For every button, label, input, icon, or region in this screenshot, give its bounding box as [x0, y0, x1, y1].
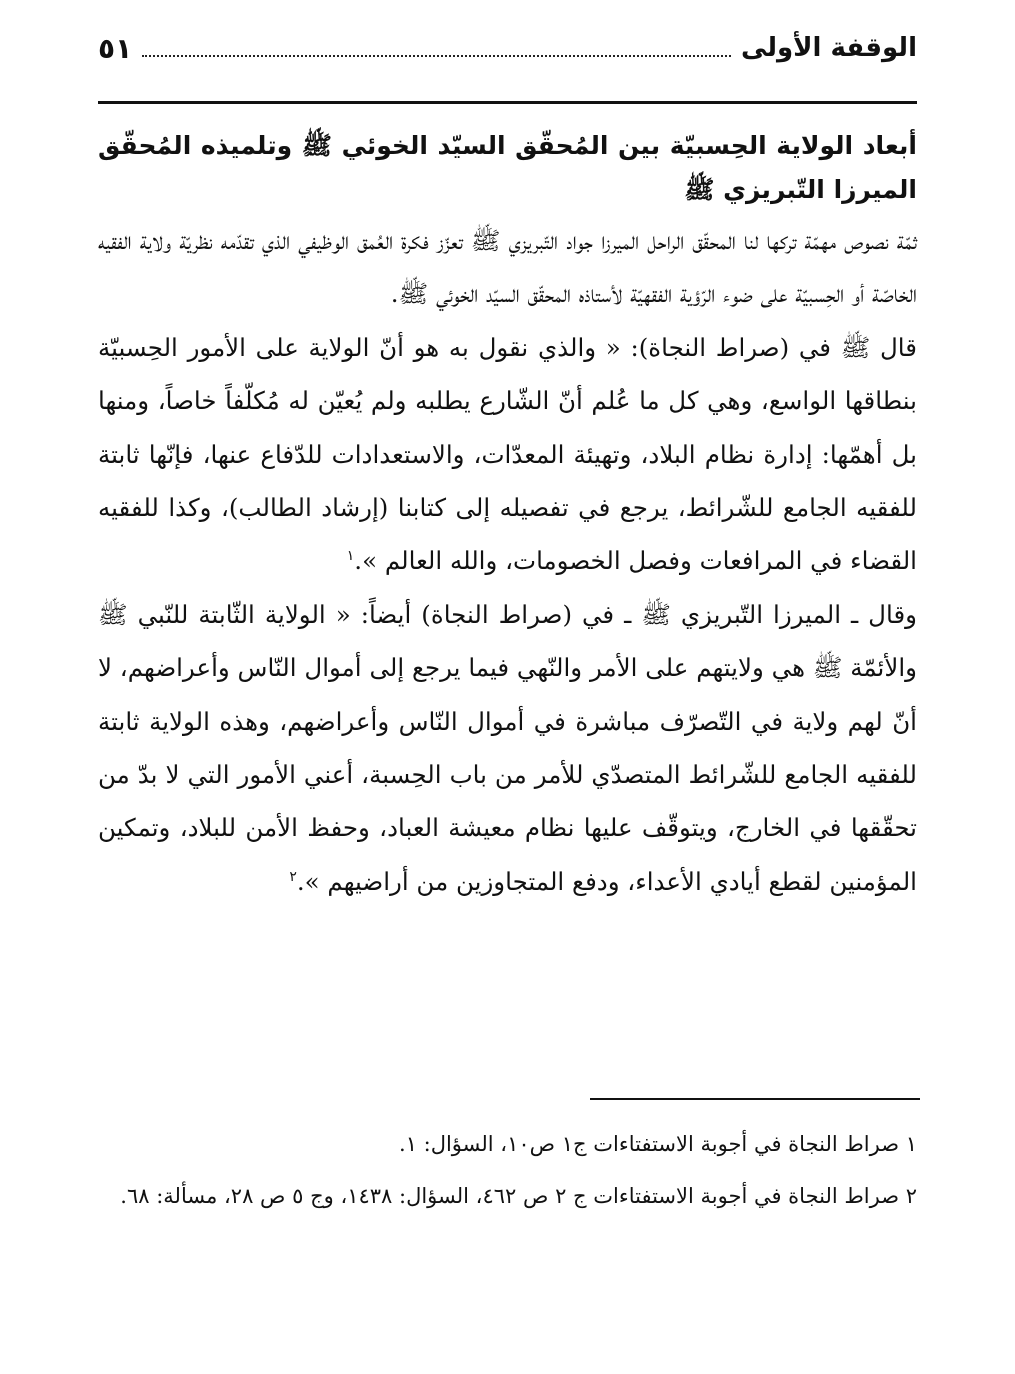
paragraph-3-text: وقال ـ الميرزا التّبريزي ﷺ ـ في (صراط النجاة) أيضاً: « الولاية الثّابتة للنّبي ﷺ والأئمّة ﷺ هي ولايتهم على الأمر والنّهي فيما يرجع إلى أموال النّاس وأعراضهم، لا أنّ لهم ولاية في التّصرّف مباشرة في أموال النّاس وأعراضهم، وهذه الولاية ثابتة للفقيه الجامع للشّرائط المتصدّي للأمر من باب الحِسبة، أعني الأمور التي لا بدّ من تحقّقها في الخارج، ويتوقّف عليها نظام معيشة العباد، وحفظ الأمن للبلاد، وتمكين المؤمنين لقطع أيادي الأعداء، ودفع المتجاوزين من أراضيهم ». [98, 599, 917, 896]
page-number: ٥١ [98, 31, 133, 65]
section-heading: أبعاد الولاية الحِسبيّة بين المُحقّق السيّد الخوئي ﷺ وتلميذه المُحقّق الميرزا التّبريزي ﷺ [98, 131, 917, 204]
body-text [98, 214, 917, 908]
footnote-1: ١ صراط النجاة في أجوبة الاستفتاءات ج١ ص١٠، السؤال: ١. [399, 1132, 917, 1156]
leader-dots [142, 55, 731, 57]
header-rule [98, 101, 917, 104]
paragraph-1: ثمّة نصوص مهمّة تركها لنا المحقّق الراحل الميرزا جواد التّبريزي ﷺ تعزّز فكرة العُمق الوظيفي الذي تقدّمه نظريّة ولاية الفقيه الخاصّة أو الحِسبيّة على ضوء الرّؤية الفقهيّة لأستاذه المحقّق السيّد الخوئي ﷺ. [98, 226, 917, 309]
footnote-2: ٢ صراط النجاة في أجوبة الاستفتاءات ج ٢ ص ٤٦٢، السؤال: ١٤٣٨، وج ٥ ص ٢٨، مسألة: ٦٨. [120, 1184, 917, 1208]
footnotes [98, 1118, 917, 1222]
footnote-rule [590, 1098, 920, 1100]
running-head-title: الوقفة الأولى [740, 33, 917, 63]
paragraph-2 [98, 321, 917, 588]
paragraph-3 [98, 588, 917, 908]
running-head [98, 26, 917, 70]
paragraph-2-text: قال ﷺ في (صراط النجاة): « والذي نقول به هو أنّ الولاية على الأمور الحِسبيّة بنطاقها الواسع، وهي كل ما عُلم أنّ الشّارع يطلبه ولم يُعيّن له مُكلّفاً خاصاً، ومنها بل أهمّها: إدارة نظام البلاد، وتهيئة المعدّات، والاستعدادات للدّفاع عنها، فإنّها ثابتة للفقيه الجامع للشّرائط، يرجع في تفصيله إلى كتابنا (إرشاد الطالب)، وكذا للفقيه القضاء في المرافعات وفصل الخصومات، والله العالم ». [98, 332, 917, 576]
footnote-marker-2: ٢ [289, 868, 297, 885]
footnote-marker-1: ١ [346, 548, 355, 565]
